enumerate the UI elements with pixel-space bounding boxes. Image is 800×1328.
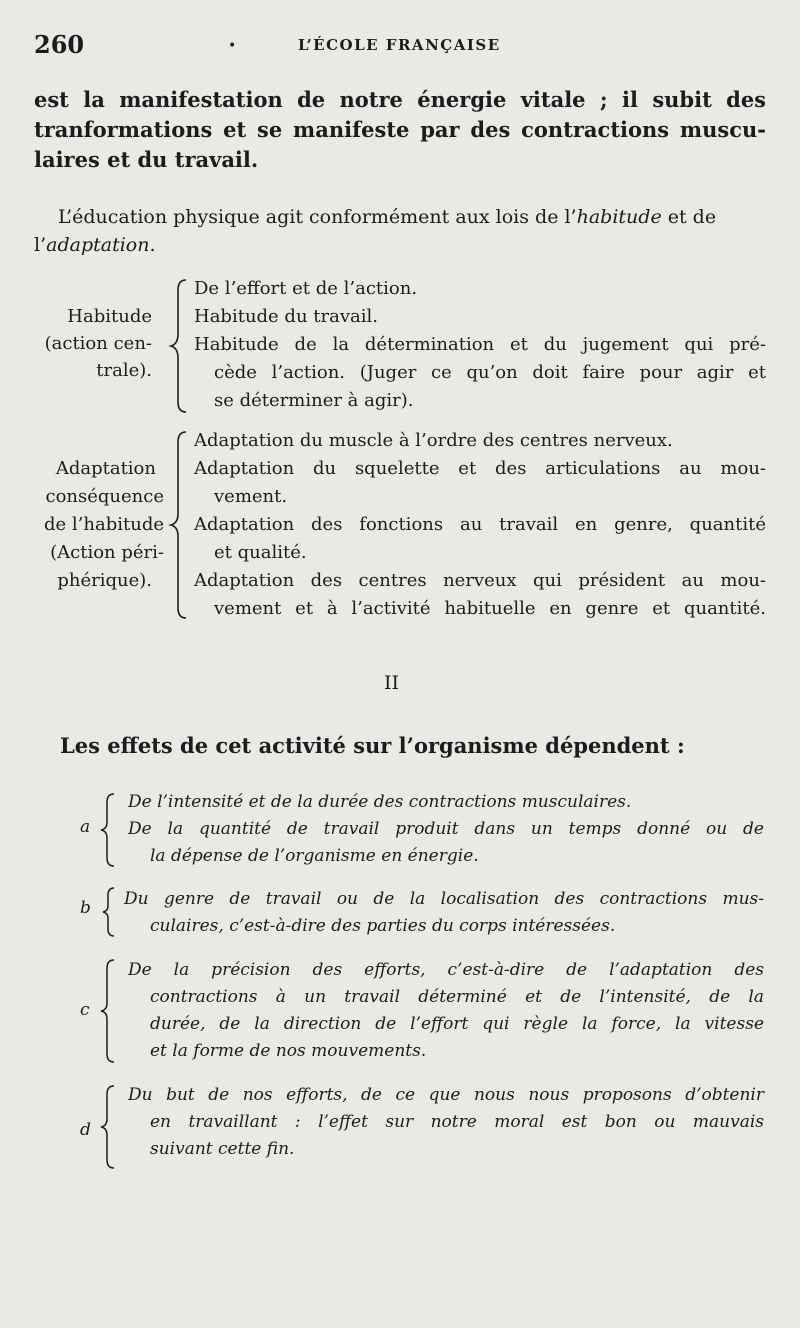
adaptation-item-2: Adaptation du squelette et des articulations au mou- (194, 458, 766, 479)
factor-a-letter: a (80, 817, 91, 837)
adaptation-item-4-cont: vement et à l’activité habituelle en genre et quantité. (214, 598, 766, 619)
habitude-item-3-cont: cède l’action. (Juger ce qu’on doit faire pour agir et (214, 362, 766, 383)
factor-d-line-3: suivant cette fin. (150, 1139, 295, 1159)
factor-c-line-4: et la forme de nos mouvements. (150, 1041, 427, 1061)
factor-c-line-1: De la précision des efforts, c’est-à-dire de l’adaptation des (128, 960, 764, 980)
adaptation-label-1: Adaptation (55, 458, 156, 479)
habitude-item-3-end: se déterminer à agir). (214, 390, 414, 411)
factor-d-line-1: Du but de nos efforts, de ce que nous nous proposons d’obtenir (128, 1085, 764, 1105)
factor-d-line-2: en travaillant : l’effet sur notre moral est bon ou mauvais (150, 1112, 764, 1132)
factor-c-letter: c (80, 1000, 90, 1020)
education-line-2: l’adaptation. (34, 234, 156, 256)
factor-a-line-2: De la quantité de travail produit dans un temps donné ou de (128, 819, 764, 839)
habitude-item-2: Habitude du travail. (194, 306, 378, 327)
adaptation-item-1: Adaptation du muscle à l’ordre des centres nerveux. (194, 430, 673, 451)
adaptation-label-4: (Action péri- (50, 542, 164, 563)
page-number: 260 (34, 30, 85, 59)
intro-line-2: tranformations et se manifeste par des contractions muscu- (34, 117, 766, 142)
section-heading: Les effets de cet activité sur l’organisme dépendent : (60, 733, 685, 758)
header-mark: • (228, 38, 237, 54)
habitude-brace (168, 278, 192, 414)
factor-c-line-2: contractions à un travail déterminé et de l’intensité, de la (150, 987, 764, 1007)
factor-b-brace (100, 886, 120, 938)
factor-a-line-1: De l’intensité et de la durée des contractions musculaires. (128, 792, 632, 812)
habitude-label-2: (action cen- (44, 333, 152, 354)
adaptation-item-3-cont: et qualité. (214, 542, 307, 563)
adaptation-label-5: phérique). (57, 570, 152, 591)
adaptation-item-3: Adaptation des fonctions au travail en genre, quantité (194, 514, 766, 535)
adaptation-brace (168, 430, 192, 620)
factor-a-line-3: la dépense de l’organisme en énergie. (150, 846, 479, 866)
factor-b-line-1: Du genre de travail ou de la localisation des contractions mus- (124, 889, 764, 909)
habitude-label-1: Habitude (67, 306, 152, 327)
intro-line-1: est la manifestation de notre énergie vitale ; il subit des (34, 87, 766, 112)
factor-b-letter: b (80, 898, 91, 918)
adaptation-item-2-cont: vement. (214, 486, 288, 507)
factor-c-line-3: durée, de la direction de l’effort qui règle la force, la vitesse (150, 1014, 764, 1034)
section-number: II (384, 672, 400, 694)
factor-d-letter: d (80, 1120, 91, 1140)
adaptation-label-2: conséquence (45, 486, 164, 507)
factor-d-brace (98, 1084, 120, 1170)
adaptation-label-3: de l’habitude (44, 514, 164, 535)
habitude-item-1: De l’effort et de l’action. (194, 278, 418, 299)
factor-a-brace (98, 792, 120, 868)
factor-b-line-2: culaires, c’est-à-dire des parties du corps intéressées. (150, 916, 616, 936)
habitude-item-3: Habitude de la détermination et du jugement qui pré- (194, 334, 766, 355)
habitude-label-3: trale). (96, 360, 152, 381)
factor-c-brace (98, 958, 120, 1064)
education-line-1: L’éducation physique agit conformément aux lois de l’habitude et de (58, 206, 717, 228)
running-title: L’ÉCOLE FRANÇAISE (298, 36, 501, 54)
adaptation-item-4: Adaptation des centres nerveux qui président au mou- (194, 570, 766, 591)
intro-line-3: laires et du travail. (34, 147, 259, 172)
